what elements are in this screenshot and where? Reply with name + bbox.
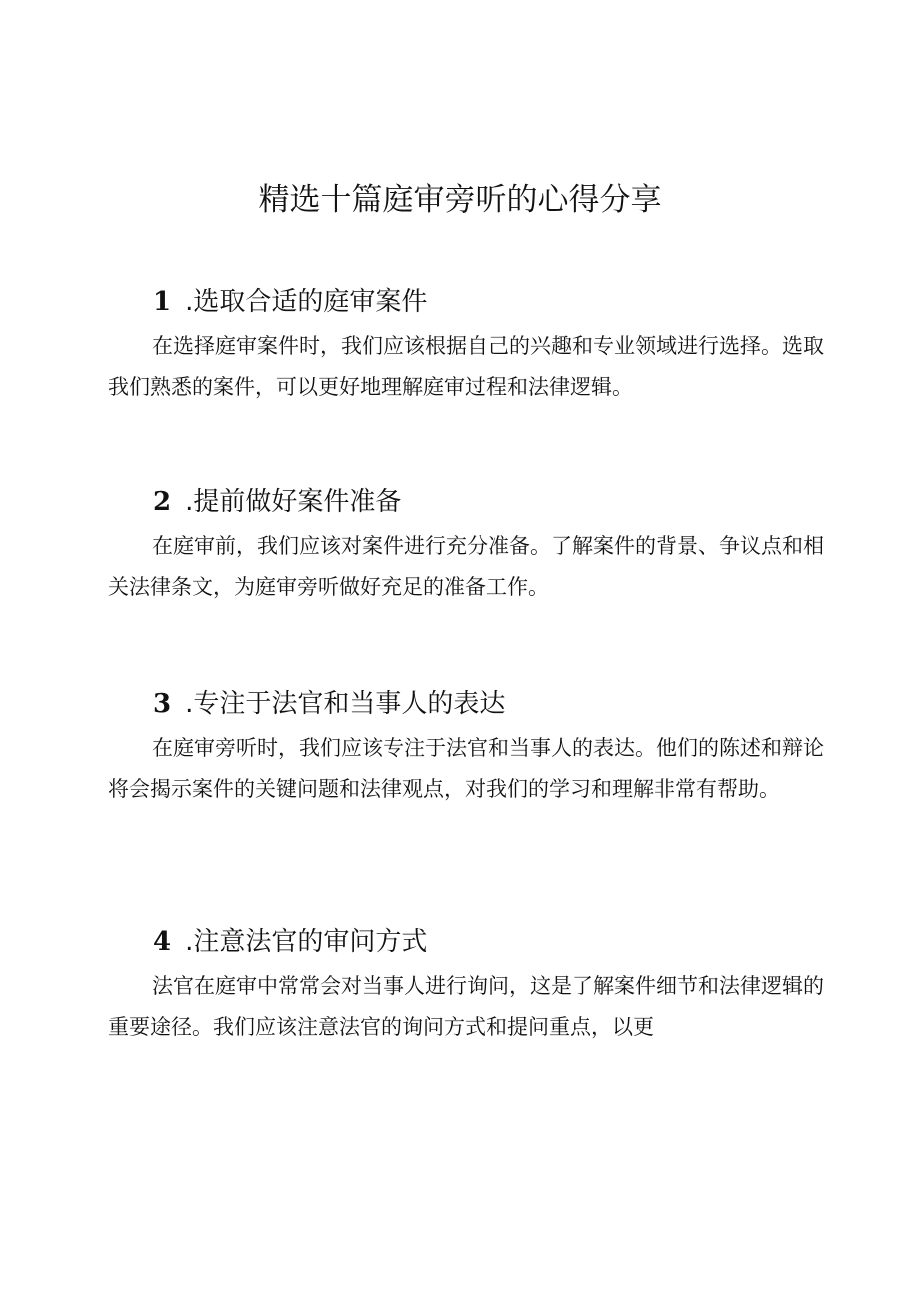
section-heading-text: .注意法官的审问方式 xyxy=(185,927,428,957)
section-paragraph: 在庭审旁听时，我们应该专注于法官和当事人的表达。他们的陈述和辩论将会揭示案件的关键问题和法律观点，对我们的学习和理解非常有帮助。 xyxy=(108,736,824,801)
section-number: 2 xyxy=(153,487,172,517)
section-heading xyxy=(153,284,427,320)
section-heading-text: .专注于法官和当事人的表达 xyxy=(185,689,506,719)
section-heading-text: .选取合适的庭审案件 xyxy=(185,287,428,317)
section-number: 1 xyxy=(153,287,172,317)
section-heading xyxy=(153,924,427,960)
section-heading xyxy=(153,484,401,520)
section-heading-text: .提前做好案件准备 xyxy=(185,487,402,517)
section-paragraph: 在庭审前，我们应该对案件进行充分准备。了解案件的背景、争议点和相关法律条文，为庭审旁听做好充足的准备工作。 xyxy=(108,534,824,599)
section-paragraph: 在选择庭审案件时，我们应该根据自己的兴趣和专业领域进行选择。选取我们熟悉的案件，可以更好地理解庭审过程和法律逻辑。 xyxy=(108,334,824,399)
section-paragraph: 法官在庭审中常常会对当事人进行询问，这是了解案件细节和法律逻辑的重要途径。我们应该注意法官的询问方式和提问重点，以更 xyxy=(108,974,824,1039)
section-number: 4 xyxy=(153,927,172,957)
document-title: 精选十篇庭审旁听的心得分享 xyxy=(258,182,662,218)
section-heading xyxy=(153,686,505,722)
section-number: 3 xyxy=(153,689,172,719)
